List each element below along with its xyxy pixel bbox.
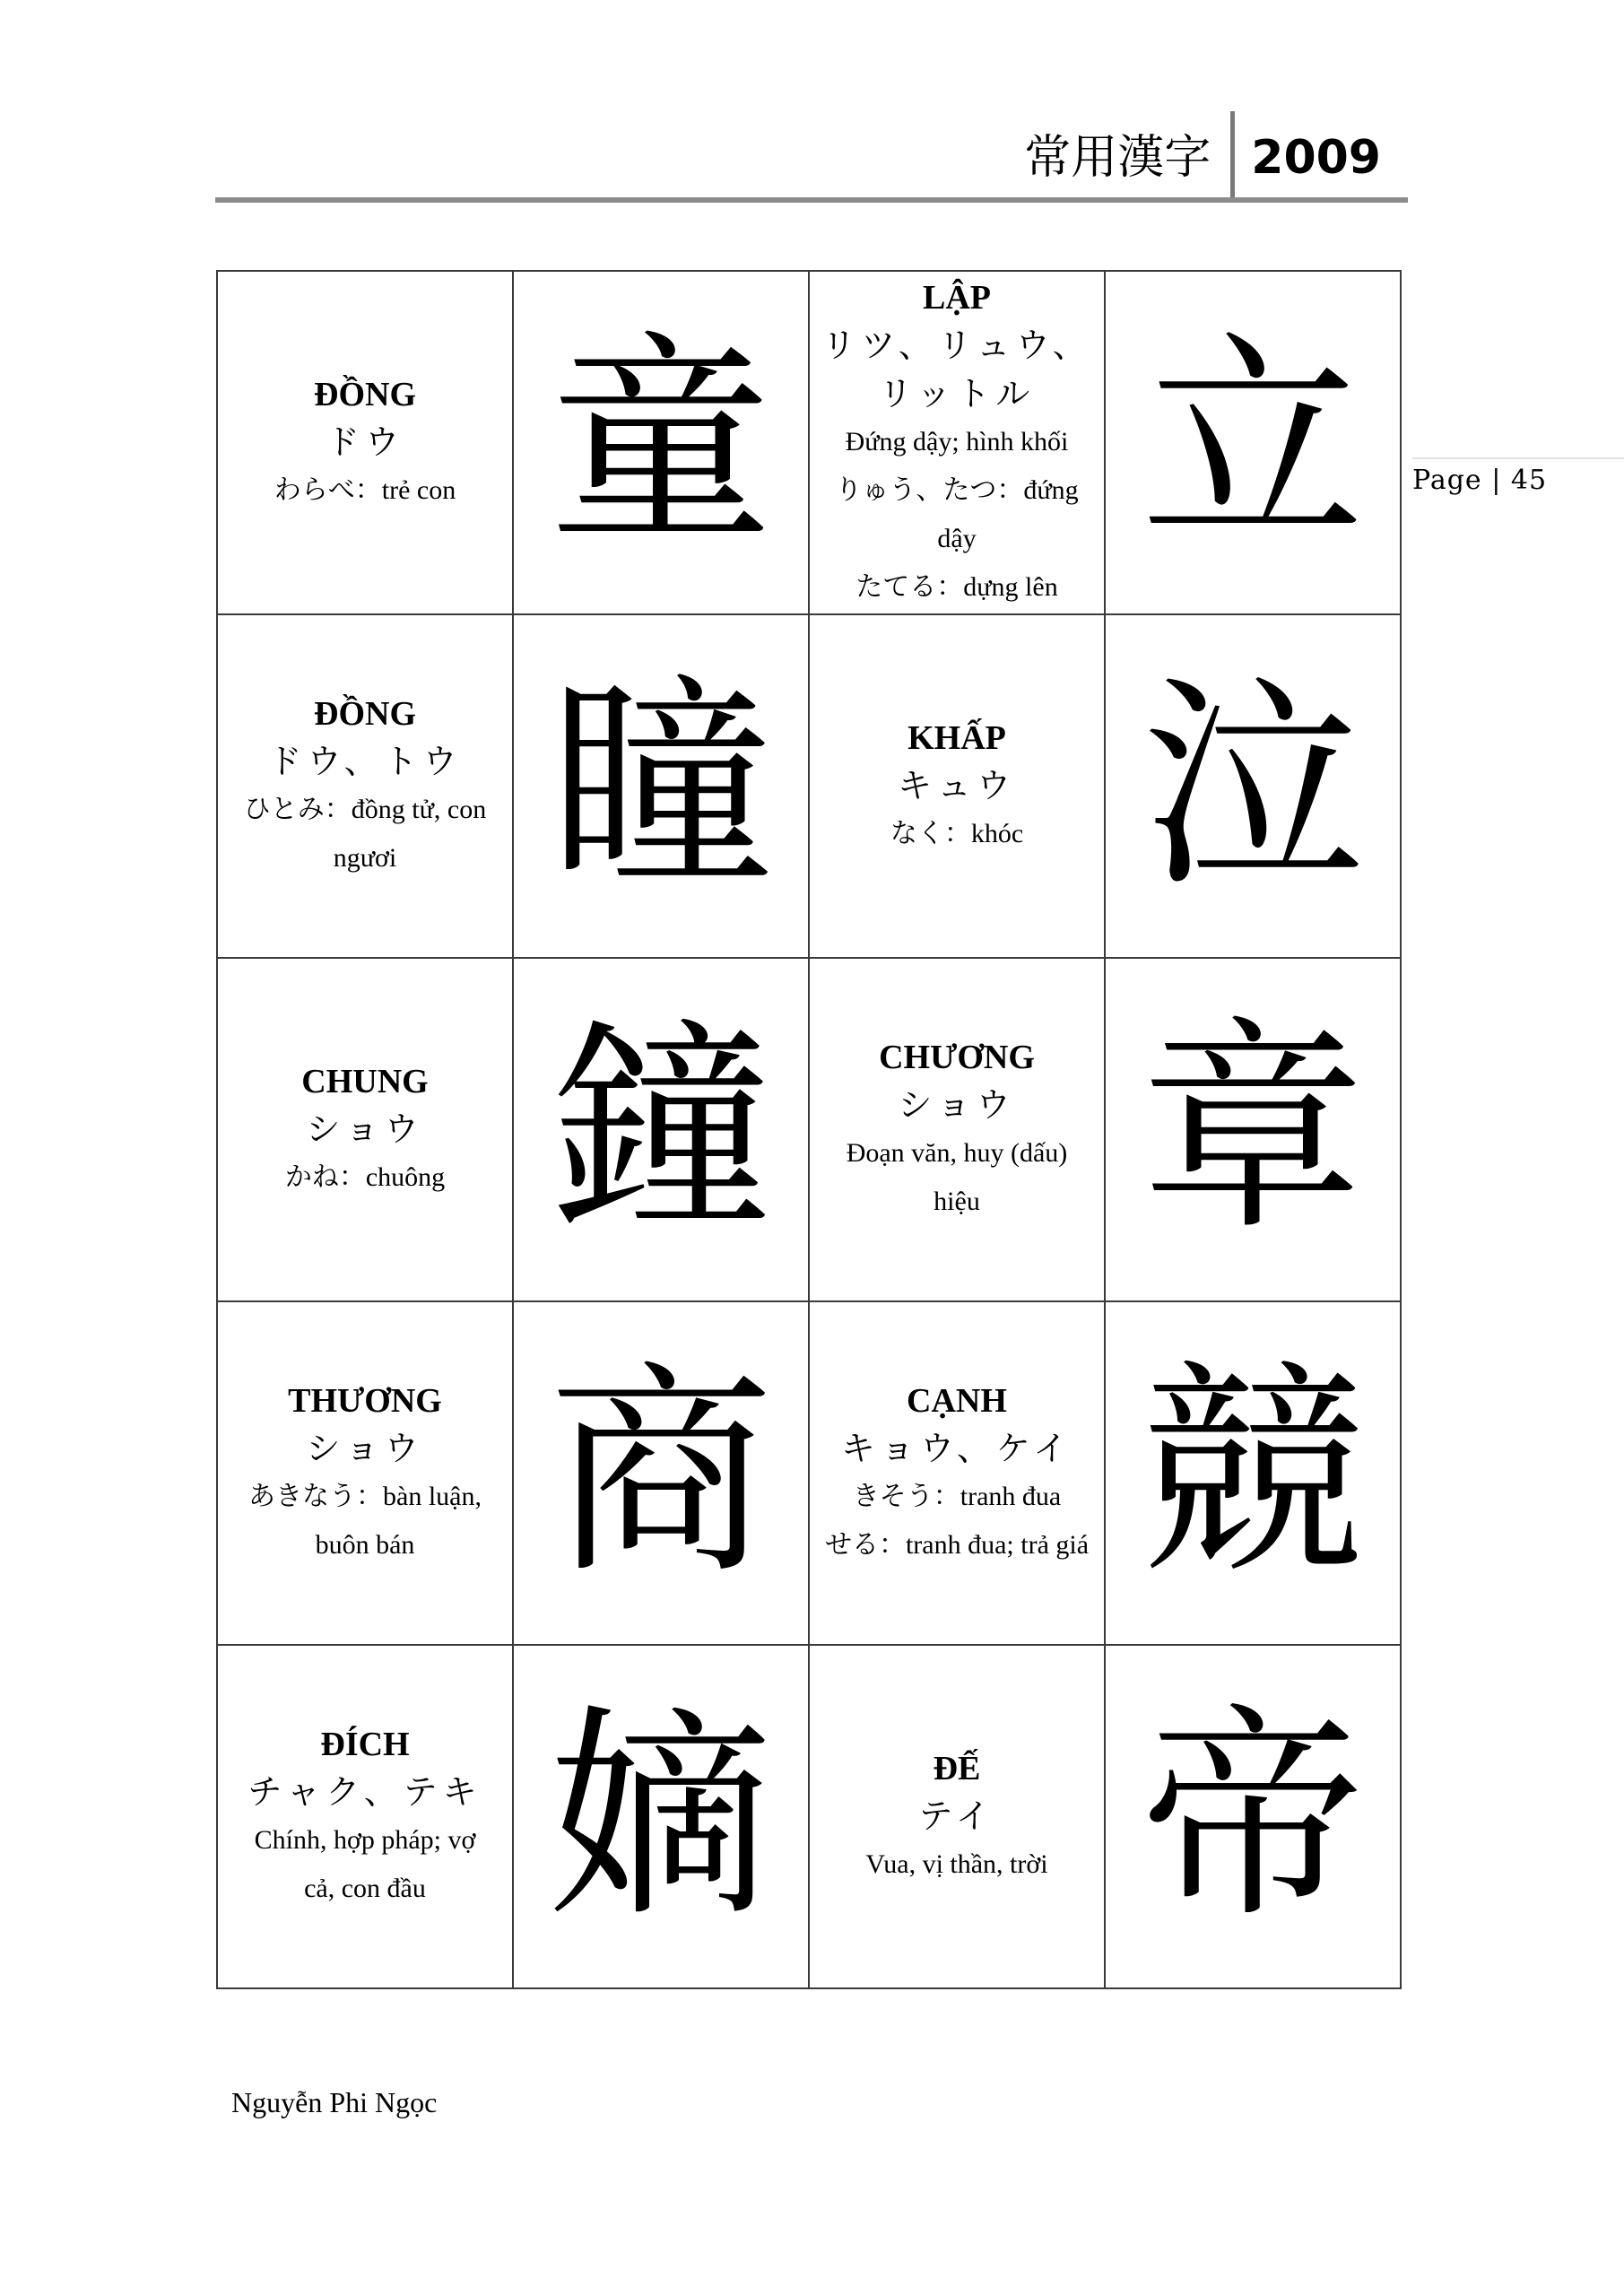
kanji-character: 瞳 [549,655,773,917]
kanji-character: 鐘 [549,998,773,1260]
sino-vietnamese-reading: LẬP [923,278,991,317]
on-reading: リツ、リュウ、 [821,325,1092,365]
kanji-character: 帝 [1141,1685,1365,1947]
on-reading: チャク、テキ [248,1771,482,1812]
kanji-cell [513,958,809,1301]
sino-vietnamese-reading: ĐỒNG [314,375,416,413]
kanji-cell [513,271,809,614]
meaning-line: りゅう、たつ：đứng [835,474,1079,505]
kanji-table [216,270,1402,1989]
table-row [217,958,1401,1301]
kanji-cell [1105,1301,1401,1645]
on-reading: ショウ [306,1428,424,1468]
header-title: 常用漢字 [1024,131,1211,185]
kanji-info-cell [217,958,513,1301]
meaning-line: Đứng dậy; hình khối [845,426,1069,457]
header-rule [215,197,1408,203]
sino-vietnamese-reading: ĐỒNG [314,694,416,733]
meaning-line: かね：chuông [284,1161,446,1192]
kanji-info-cell [809,614,1105,958]
meaning-line: なく：khóc [890,818,1024,848]
meaning-line: dậy [937,523,977,553]
page-number: Page | 45 [1412,465,1548,496]
sino-vietnamese-reading: CẠNH [907,1381,1007,1420]
meaning-line: たてる：dựng lên [855,571,1058,602]
kanji-character: 商 [549,1342,773,1604]
footer-author: Nguyễn Phi Ngọc [231,2086,438,2118]
kanji-character: 泣 [1141,655,1365,917]
kanji-info-cell [217,1301,513,1645]
on-reading: キョウ、ケイ [840,1428,1073,1468]
kanji-info-cell [217,271,513,614]
meaning-line: ひとみ：đồng tử, con [243,794,487,824]
kanji-cell [513,614,809,958]
kanji-info-cell [217,1645,513,1988]
kanji-cell [513,1645,809,1988]
meaning-line: きそう：tranh đua [852,1481,1062,1511]
kanji-cell [1105,958,1401,1301]
on-reading: ドウ、トウ [267,741,463,781]
on-reading: テイ [918,1796,995,1836]
sino-vietnamese-reading: CHƯƠNG [879,1038,1035,1076]
meaning-line: buôn bán [315,1529,415,1560]
on-reading: ショウ [898,1084,1016,1125]
kanji-info-cell [217,614,513,958]
kanji-info-cell [809,958,1105,1301]
meaning-line: Đoạn văn, huy (dấu) [846,1137,1068,1168]
sino-vietnamese-reading: ĐẾ [933,1749,981,1787]
meaning-line: Chính, hợp pháp; vợ [254,1824,476,1855]
kanji-character: 童 [549,311,773,573]
meaning-line: ngươi [333,842,397,873]
kanji-info-cell [809,1645,1105,1988]
sino-vietnamese-reading: CHUNG [301,1062,429,1100]
sino-vietnamese-reading: THƯƠNG [288,1381,442,1420]
meaning-line: せる：tranh đua; trả giá [824,1529,1090,1560]
table-row [217,271,1401,614]
page-header [215,108,1408,197]
kanji-info-cell [809,271,1105,614]
meaning-line: Vua, vị thần, trời [865,1848,1048,1879]
kanji-cell [1105,614,1401,958]
on-reading: リットル [878,373,1036,413]
kanji-cell [1105,271,1401,614]
meaning-line: hiệu [934,1186,980,1216]
table-row [217,1645,1401,1988]
kanji-character: 立 [1141,311,1365,573]
kanji-character: 競 [1141,1342,1365,1604]
sino-vietnamese-reading: KHẤP [908,718,1006,757]
on-reading: キュウ [897,765,1016,805]
table-row [217,614,1401,958]
meaning-line: cả, con đầu [304,1873,426,1903]
meaning-line: わらべ：trẻ con [274,474,456,505]
sino-vietnamese-reading: ĐÍCH [320,1725,410,1763]
kanji-cell [1105,1645,1401,1988]
page-number-rule [1412,457,1624,459]
kanji-character: 嫡 [549,1685,773,1947]
table-row [217,1301,1401,1645]
kanji-cell [513,1301,809,1645]
meaning-line: あきなう：bàn luận, [248,1481,482,1511]
kanji-character: 章 [1141,998,1365,1260]
kanji-info-cell [809,1301,1105,1645]
on-reading: ショウ [306,1109,424,1149]
on-reading: ドウ [325,422,404,462]
header-year: 2009 [1251,131,1381,185]
